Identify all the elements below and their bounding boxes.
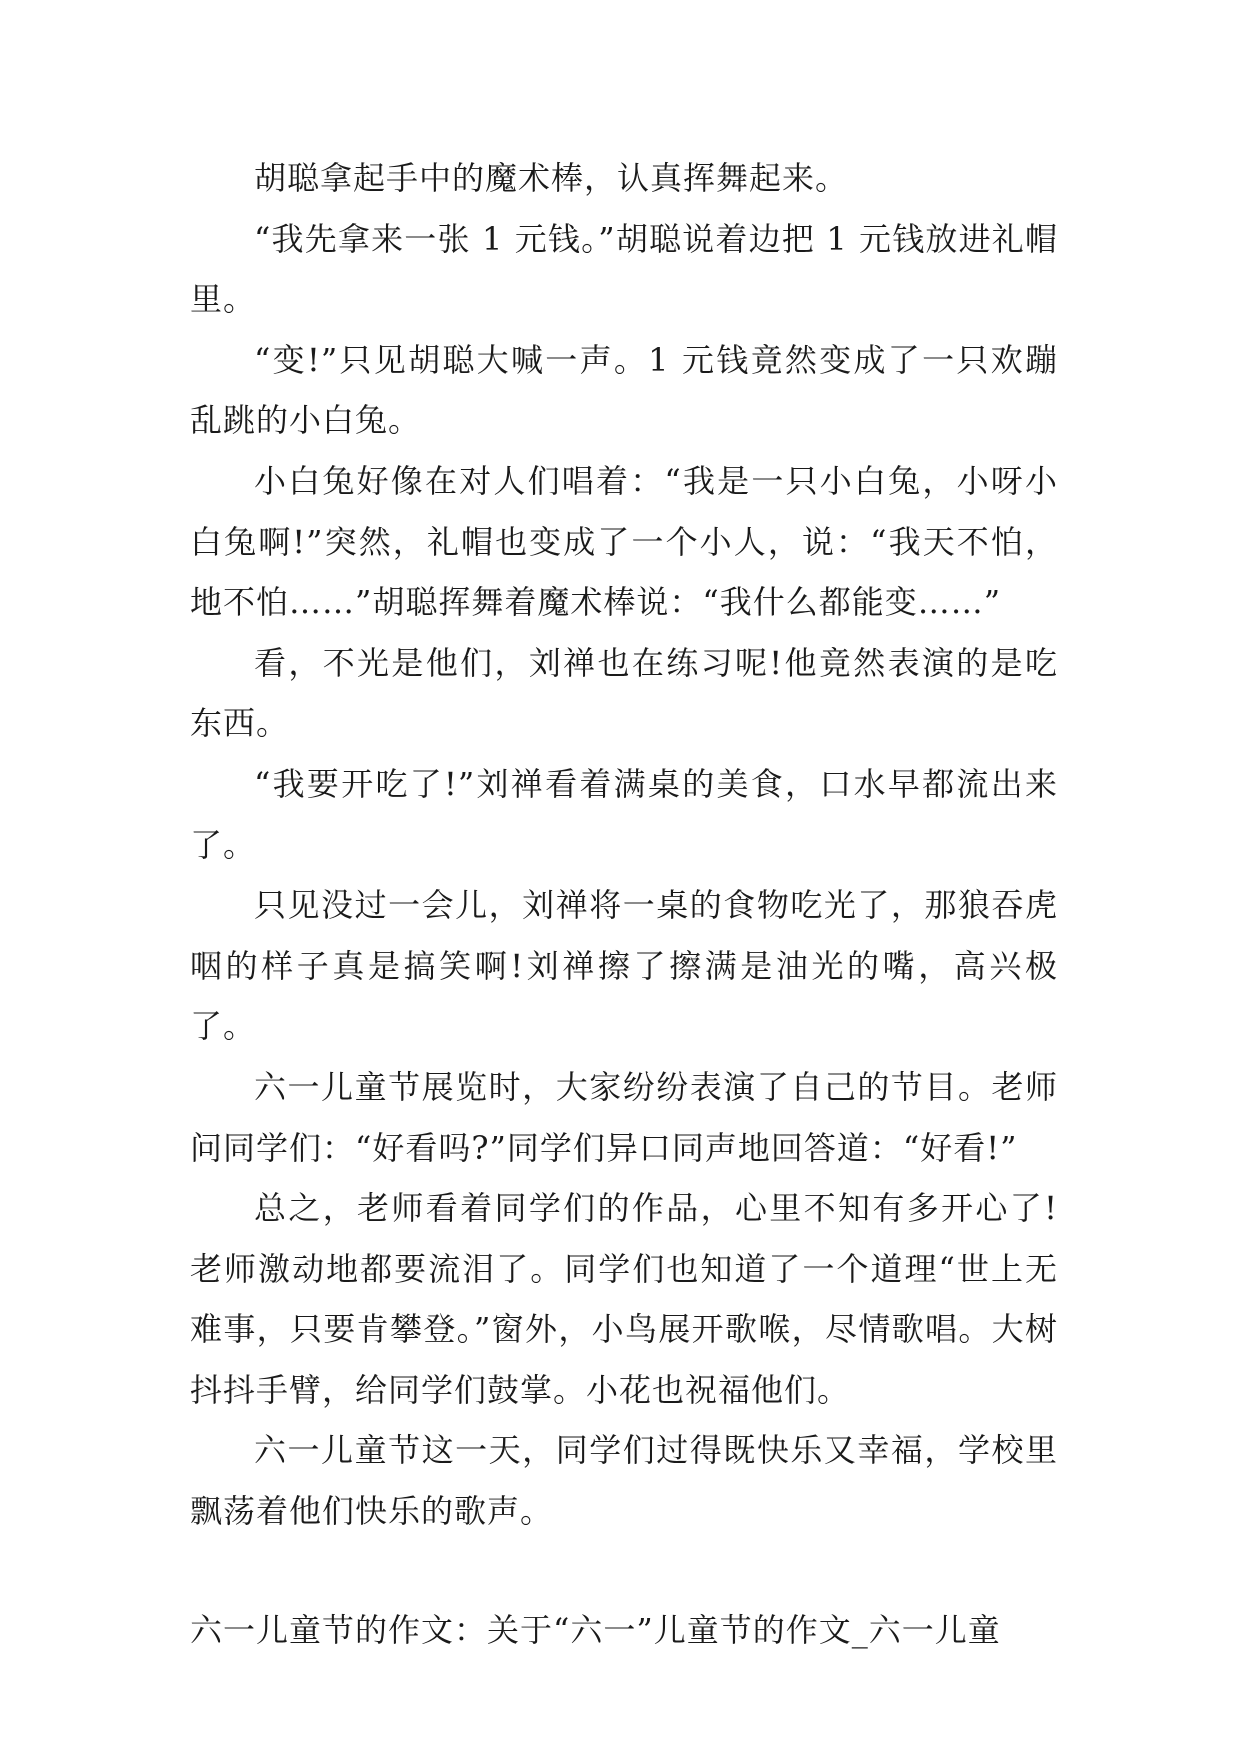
paragraph: “变!”只见胡聪大喊一声。1 元钱竟然变成了一只欢蹦乱跳的小白兔。 [190, 340, 1058, 440]
paragraph: 只见没过一会儿，刘禅将一桌的食物吃光了，那狼吞虎咽的样子真是搞笑啊!刘禅擦了擦满是油光的嘴，高兴极了。 [190, 886, 1058, 1046]
paragraph: “我先拿来一张 1 元钱。”胡聪说着边把 1 元钱放进礼帽里。 [190, 219, 1058, 319]
paragraph: 六一儿童节展览时，大家纷纷表演了自己的节目。老师问同学们：“好看吗?”同学们异口同声地回答道：“好看!” [190, 1067, 1058, 1167]
section-spacer [190, 1542, 1058, 1600]
paragraph: 小白兔好像在对人们唱着：“我是一只小白兔，小呀小白兔啊!”突然，礼帽也变成了一个小人，说：“我天不怕，地不怕……”胡聪挥舞着魔术棒说：“我什么都能变……” [190, 461, 1058, 622]
paragraph: “我要开吃了!”刘禅看着满桌的美食，口水早都流出来了。 [190, 764, 1058, 864]
document-body [190, 148, 1058, 1660]
paragraph: 总之，老师看着同学们的作品，心里不知有多开心了!老师激动地都要流泪了。同学们也知道了一个道理“世上无难事，只要肯攀登。”窗外，小鸟展开歌喉，尽情歌唱。大树抖抖手臂，给同学们鼓掌。小花也祝福他们。 [190, 1189, 1058, 1409]
paragraph: 看，不光是他们，刘禅也在练习呢!他竟然表演的是吃东西。 [190, 643, 1058, 743]
next-article-title: 六一儿童节的作文：关于“六一”儿童节的作文_六一儿童 [190, 1610, 1001, 1649]
paragraph: 六一儿童节这一天，同学们过得既快乐又幸福，学校里飘荡着他们快乐的歌声。 [190, 1431, 1058, 1531]
paragraph: 胡聪拿起手中的魔术棒，认真挥舞起来。 [254, 159, 849, 197]
